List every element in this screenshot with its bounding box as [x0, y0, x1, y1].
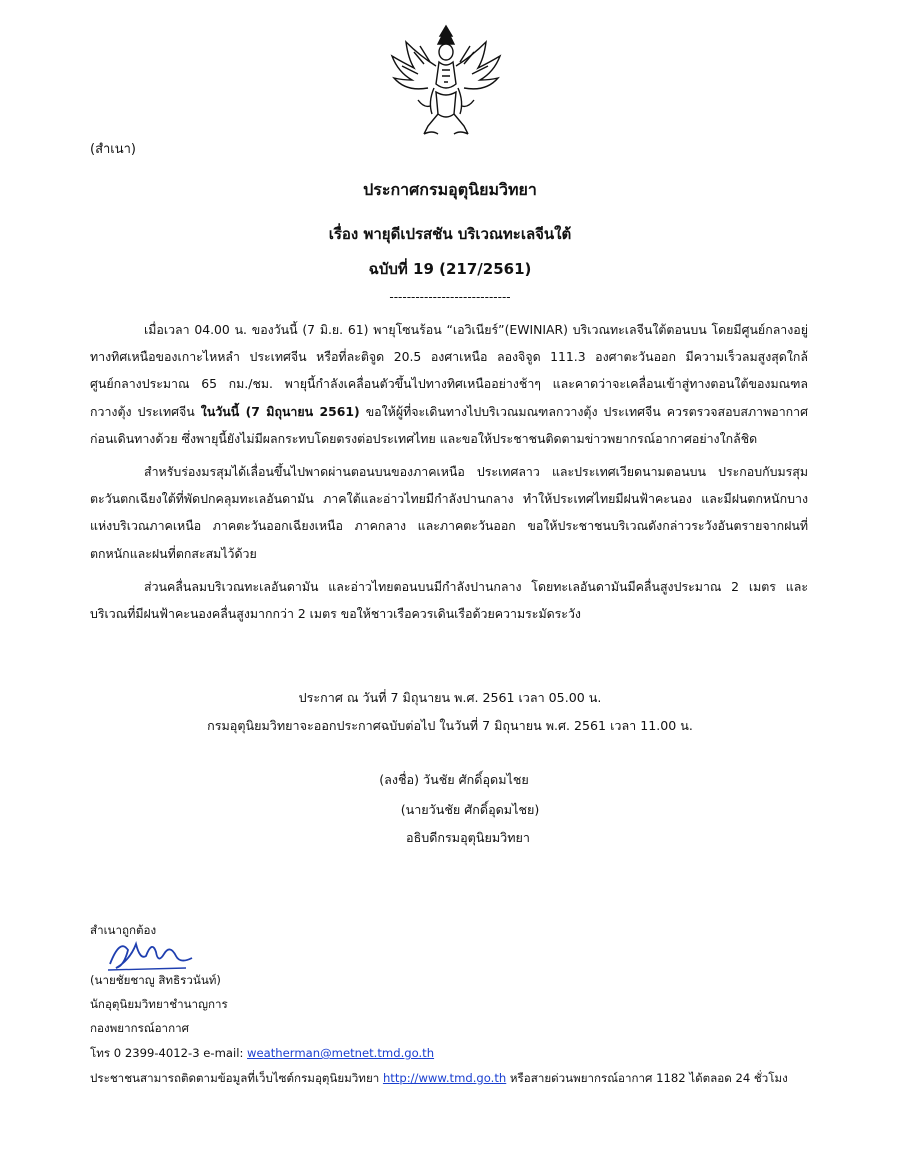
phone-text: โทร 0 2399-4012-3 e-mail:	[90, 1046, 248, 1060]
garuda-emblem	[384, 22, 508, 138]
announcement-body	[90, 316, 808, 633]
issue-number: ฉบับที่ 19 (217/2561)	[368, 260, 532, 278]
hotline-text: หรือสายด่วนพยากรณ์อากาศ 1182 ได้ตลอด 24 ชั่วโมง	[506, 1071, 788, 1085]
document-title: ประกาศกรมอุตุนิยมวิทยา	[363, 180, 537, 199]
announce-date: ประกาศ ณ วันที่ 7 มิถุนายน พ.ศ. 2561 เวลา 05.00 น.	[298, 690, 602, 705]
document-subject: เรื่อง พายุดีเปรสชัน บริเวณทะเลจีนใต้	[328, 225, 572, 243]
paragraph-storm	[90, 316, 808, 452]
certifier-position: นักอุตุนิยมวิทยาชำนาญการ	[90, 997, 228, 1011]
website-link[interactable]: http://www.tmd.go.th	[382, 1071, 507, 1085]
paragraph-storm-highlight: ในวันนี้ (7 มิถุนายน 2561)	[200, 403, 360, 419]
contact-website-line	[90, 1070, 788, 1088]
certifier-division: กองพยากรณ์อากาศ	[90, 1021, 189, 1035]
divider-line: ----------------------------	[389, 290, 511, 304]
certified-copy-label: สำเนาถูกต้อง	[90, 923, 157, 937]
paragraph-storm-text-a: เมื่อเวลา 04.00 น. ของวันนี้ (7 มิ.ย. 61) พายุโซนร้อน “เอวิเนียร์”(EWINIAR) บริเวณทะเลจีนใต้ตอนบน โดยมีศูนย์กลางอยู่ทางทิศเหนือของเกาะไหหลำ ประเทศจีน หรือที่ละติจูด 20.5 องศาเหนือ ลองจิจูด 111.3 องศาตะวันออก มีความเร็วลมสูงสุดใกล้ศูนย์กลางประมาณ 65 กม./ชม. พายุนี้กำลังเคลื่อนตัวขึ้นไปทางทิศเหนืออย่างช้าๆ และคาดว่าจะเคลื่อนเข้าสู่ทางตอนใต้ของมณฑลกวางตุ้ง ประเทศจีน	[90, 322, 808, 419]
certifier-name: (นายชัยชาญู สิทธิรวนันท์)	[90, 973, 221, 987]
signed-by: (ลงชื่อ) วันชัย ศักดิ์อุดมไชย	[379, 772, 529, 787]
handwritten-signature	[106, 930, 196, 976]
copy-label: (สำเนา)	[90, 142, 137, 157]
website-intro-text: ประชาชนสามารถติดตามข้อมูลที่เว็บไซต์กรมอุตุนิยมวิทยา	[90, 1071, 383, 1085]
contact-phone-line	[90, 1045, 434, 1063]
next-announcement: กรมอุตุนิยมวิทยาจะออกประกาศฉบับต่อไป ในวันที่ 7 มิถุนายน พ.ศ. 2561 เวลา 11.00 น.	[207, 718, 693, 733]
signer-name: (นายวันชัย ศักดิ์อุดมไชย)	[400, 802, 540, 817]
signer-title: อธิบดีกรมอุตุนิยมวิทยา	[406, 830, 530, 845]
paragraph-monsoon: สำหรับร่องมรสุมได้เลื่อนขึ้นไปพาดผ่านตอนบนของภาคเหนือ ประเทศลาว และประเทศเวียดนามตอนบน ประกอบกับมรสุมตะวันตกเฉียงใต้ที่พัดปกคลุมทะเลอันดามัน ภาคใต้และอ่าวไทยมีกำลังปานกลาง ทำให้ประเทศไทยมีฝนฟ้าคะนอง และมีฝนตกหนักบางแห่งบริเวณภาคเหนือ ภาคตะวันออกเฉียงเหนือ ภาคกลาง และภาคตะวันออก ขอให้ประชาชนบริเวณดังกล่าวระวังอันตรายจากฝนที่ตกหนักและฝนที่ตกสะสมไว้ด้วย	[90, 464, 808, 561]
paragraph-storm-text-b: ขอให้ผู้ที่จะเดินทางไปบริเวณมณฑลกวางตุ้ง ประเทศจีน ควรตรวจสอบสภาพอากาศก่อนเดินทางด้วย ซึ่งพายุนี้ยังไม่มีผลกระทบโดยตรงต่อประเทศไทย และขอให้ประชาชนติดตามข่าวพยากรณ์อากาศอย่างใกล้ชิด	[90, 403, 808, 446]
paragraph-waves: ส่วนคลื่นลมบริเวณทะเลอันดามัน และอ่าวไทยตอนบนมีกำลังปานกลาง โดยทะเลอันดามันมีคลื่นสูงประมาณ 2 เมตร และบริเวณที่มีฝนฟ้าคะนองคลื่นสูงมากกว่า 2 เมตร ขอให้ชาวเรือควรเดินเรือด้วยความระมัดระวัง	[90, 578, 808, 622]
email-link[interactable]: weatherman@metnet.tmd.go.th	[247, 1046, 435, 1060]
